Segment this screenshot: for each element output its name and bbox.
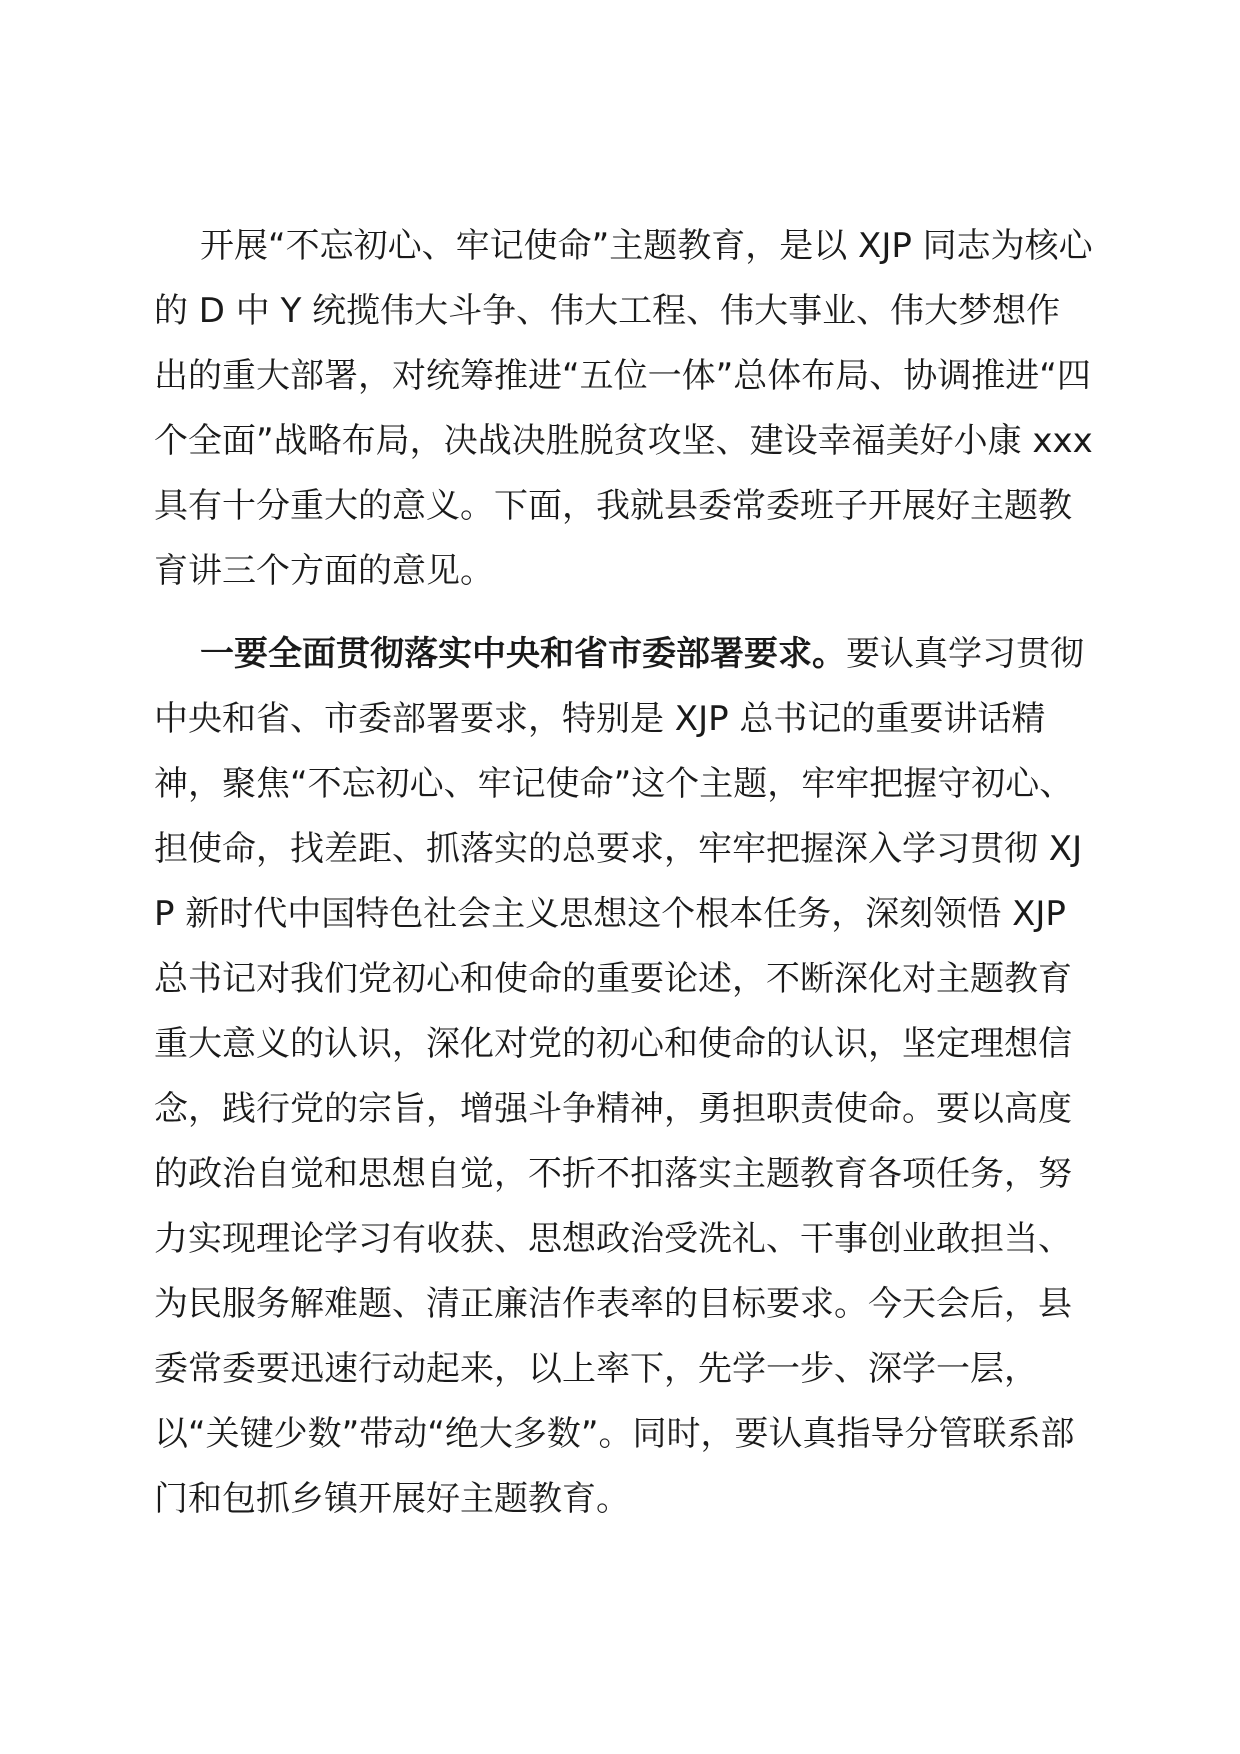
document-body: [154, 214, 1094, 1532]
paragraph-intro: [154, 214, 1094, 604]
paragraph-point-one: [154, 622, 1094, 1532]
paragraph-text: 要认真学习贯彻中央和省、市委部署要求，特别是 XJP 总书记的重要讲话精神，聚焦“不忘初心、牢记使命”这个主题，牢牢把握守初心、担使命，找差距、抓落实的总要求，牢牢把握深入学习贯彻 XJP 新时代中国特色社会主义思想这个根本任务，深刻领悟 XJP 总书记对我们党初心和使命的重要论述，不断深化对主题教育重大意义的认识，深化对党的初心和使命的认识，坚定理想信念，践行党的宗旨，增强斗争精神，勇担职责使命。要以高度的政治自觉和思想自觉，不折不扣落实主题教育各项任务，努力实现理论学习有收获、思想政治受洗礼、干事创业敢担当、为民服务解难题、清正廉洁作表率的目标要求。今天会后，县委常委要迅速行动起来，以上率下，先学一步、深学一层，以“关键少数”带动“绝大多数”。同时，要认真指导分管联系部门和包抓乡镇开展好主题教育。: [154, 634, 1084, 1519]
paragraph-text: 开展“不忘初心、牢记使命”主题教育，是以 XJP 同志为核心的 D 中 Y 统揽伟大斗争、伟大工程、伟大事业、伟大梦想作出的重大部署，对统筹推进“五位一体”总体布局、协调推进“四个全面”战略布局，决战决胜脱贫攻坚、建设幸福美好小康 xxx 具有十分重大的意义。下面，我就县委常委班子开展好主题教育讲三个方面的意见。: [154, 226, 1093, 591]
paragraph-lead: 一要全面贯彻落实中央和省市委部署要求。: [200, 634, 846, 674]
